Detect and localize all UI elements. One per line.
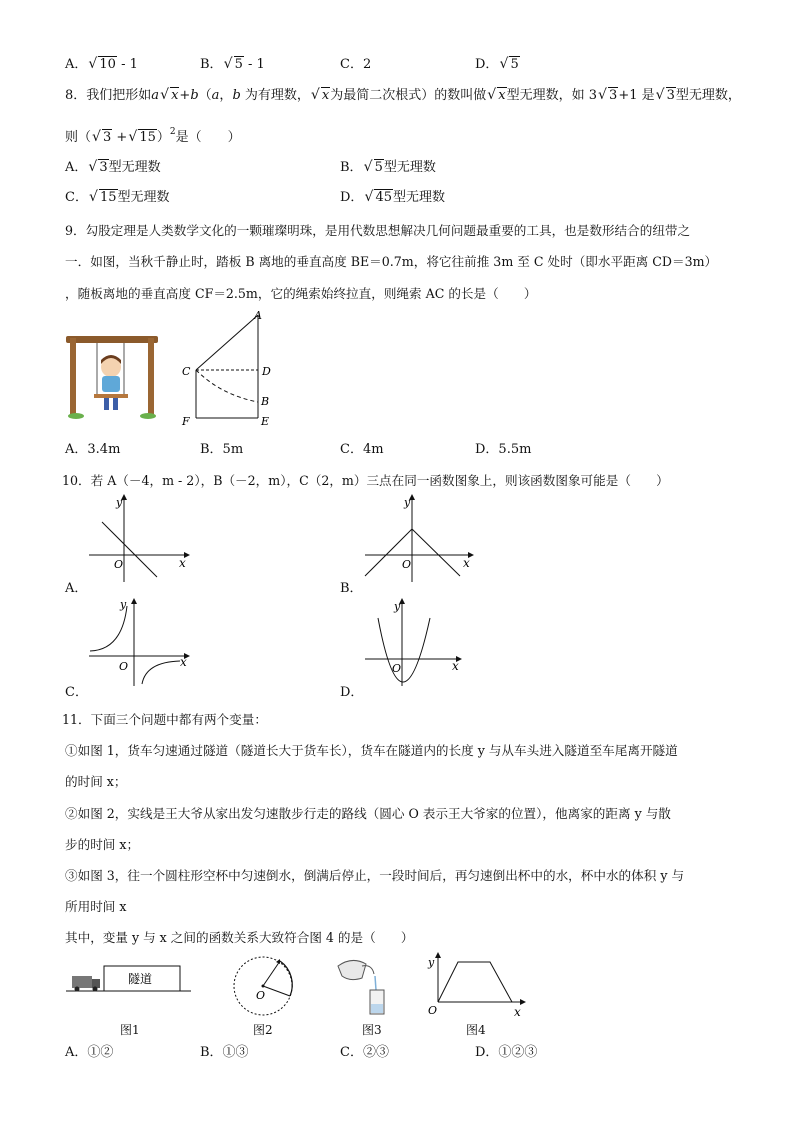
svg-text:O: O [119, 660, 129, 673]
q10-option-c[interactable]: C． [65, 685, 88, 700]
svg-text:x: x [452, 659, 459, 673]
q9-stem-line3: ，随板离地的垂直高度 CF＝2.5m，它的绳索始终拉直，则绳索 AC 的长是（ ） [65, 286, 537, 301]
truck-cab [92, 979, 100, 988]
fig2-caption: 图2 [253, 1023, 273, 1037]
q10-graph-c [84, 596, 194, 688]
q10-option-a[interactable]: A． [65, 581, 88, 596]
option-letter: B． [200, 57, 223, 72]
fig3-caption: 图3 [362, 1023, 382, 1037]
q9-option-a[interactable]: A．3.4m [65, 442, 121, 457]
q8-stem-line1: 8．我们把形如a√ x+b（a，b 为有理数，√ x为最简二次根式）的数叫做√ x型无理数，如 3√ 3+1 是√ 3型无理数， [65, 87, 741, 105]
q7-option-a[interactable]: A．√ 10 - 1 [65, 56, 138, 74]
q11-stem: 11．下面三个问题中都有两个变量： [62, 712, 267, 727]
svg-text:O: O [114, 558, 124, 571]
svg-text:x: x [463, 556, 470, 570]
label-e: E [261, 415, 270, 428]
pitcher [338, 960, 366, 979]
svg-text:x: x [514, 1005, 521, 1019]
svg-text:x: x [179, 556, 186, 570]
q9-geometry-figure [176, 305, 286, 430]
label-a: A [254, 309, 262, 322]
q11-fig2-walk-path [228, 953, 298, 1019]
q8-option-a[interactable]: A．√ 3型无理数 [65, 159, 161, 177]
q9-stem-line2: 一．如图，当秋千静止时，踏板 B 离地的垂直高度 BE＝0.7m，将它往前推 3m 至 C 处时（即水平距离 CD＝3m） [65, 254, 718, 269]
swing-seat [94, 394, 128, 398]
svg-text:y: y [116, 496, 123, 509]
q8-option-c[interactable]: C．√ 15型无理数 [65, 189, 170, 207]
option-letter: A． [65, 57, 88, 72]
q11-item1-line2: 的时间 x； [65, 774, 127, 789]
radical: √ 10 [88, 56, 117, 74]
swing-illustration [64, 330, 160, 420]
q9-option-b[interactable]: B．5m [200, 442, 244, 457]
tunnel-label: 隧道 [128, 972, 153, 986]
swing-left-post [70, 338, 76, 418]
q11-question: 其中，变量 y 与 x 之间的函数关系大致符合图 4 的是（ ） [65, 930, 414, 945]
q11-item1-line1: ①如图 1，货车匀速通过隧道（隧道长大于货车长），货车在隧道内的长度 y 与从车头进入隧道至车尾离开隧道 [65, 743, 678, 758]
q10-option-b[interactable]: B． [340, 581, 363, 596]
q11-fig3-cup-pouring [332, 954, 394, 1018]
radical: √ 5 [499, 56, 519, 74]
svg-text:O: O [428, 1004, 438, 1017]
svg-text:x: x [180, 655, 187, 669]
q11-item2-line2: 步的时间 x； [65, 837, 140, 852]
q11-fig4-graph [424, 952, 530, 1020]
label-c: C [182, 365, 191, 378]
q9-option-c[interactable]: C．4m [340, 442, 384, 457]
label-f: F [182, 415, 190, 428]
swing-top-beam [66, 336, 158, 343]
q11-fig1-truck-tunnel [66, 958, 196, 998]
label-d: D [262, 365, 271, 378]
q10-graph-b [360, 492, 480, 584]
svg-text:y: y [404, 496, 411, 509]
child-body [102, 376, 120, 392]
label-b: B [261, 395, 270, 408]
q9-stem-line1: 9．勾股定理是人类数学文化的一颗璀璨明珠，是用代数思想解决几何问题最重要的工具，也是数形结合的纽带之 [65, 223, 691, 238]
q7-option-c[interactable]: C．2 [340, 57, 372, 72]
svg-text:y: y [428, 956, 435, 969]
q10-graph-a [84, 492, 194, 584]
q8-option-d[interactable]: D．√ 45型无理数 [340, 189, 445, 207]
svg-text:O: O [256, 989, 266, 1002]
svg-text:O: O [392, 662, 402, 675]
fig4-caption: 图4 [466, 1023, 486, 1037]
radical: √ 5 [224, 56, 244, 74]
swing-right-post [148, 338, 154, 418]
fig1-caption: 图1 [120, 1023, 140, 1037]
svg-text:y: y [120, 598, 127, 611]
q10-stem: 10．若 A（－4，m - 2），B（－2，m），C（2，m）三点在同一函数图象上，则该函数图象可能是（ ） [62, 473, 669, 488]
q11-item3-line1: ③如图 3，往一个圆柱形空杯中匀速倒水，倒满后停止，一段时间后，再匀速倒出杯中的水，杯中水的体积 y 与 [65, 868, 685, 883]
q8-option-b[interactable]: B．√ 5型无理数 [340, 159, 436, 177]
q7-option-d[interactable]: D．√ 5 [475, 56, 520, 74]
q11-option-d[interactable]: D．①②③ [475, 1045, 538, 1060]
q11-item3-line2: 所用时间 x [65, 899, 127, 914]
truck-cargo [72, 976, 92, 988]
q7-option-b[interactable]: B．√ 5 - 1 [200, 56, 265, 74]
q11-item2-line1: ②如图 2，实线是王大爷从家出发匀速散步行走的路线（圆心 O 表示王大爷家的位置），他离家的距离 y 与散 [65, 806, 671, 821]
q10-graph-d [360, 596, 470, 688]
q8-stem-line2: 则（√ 3 +√ 15）$^2$是（ ） [65, 123, 241, 147]
q10-option-d[interactable]: D． [340, 685, 364, 700]
q11-option-a[interactable]: A．①② [65, 1045, 114, 1060]
q11-option-c[interactable]: C．②③ [340, 1045, 389, 1060]
svg-text:y: y [394, 600, 401, 613]
q9-option-d[interactable]: D．5.5m [475, 442, 532, 457]
q11-option-b[interactable]: B．①③ [200, 1045, 249, 1060]
svg-text:O: O [402, 558, 412, 571]
